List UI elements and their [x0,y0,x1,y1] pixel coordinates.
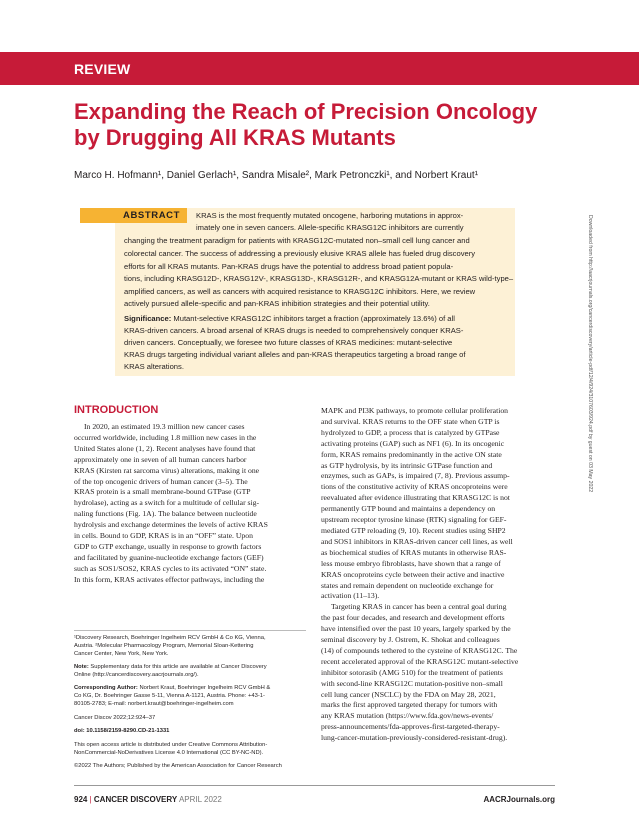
body-line: form, KRAS remains predominantly in the active ON state [321,449,502,459]
significance-line: KRAS drugs targeting individual variant alleles and pan-KRAS therapeutics targeting a broad range of [124,350,466,359]
page-footer [74,795,222,804]
body-line: and facilitated by guanine-nucleotide exchange factors (GEF) [74,552,264,562]
corresponding-author-text: Norbert Kraut, Boehringer Ingelheim RCV GmbH & [137,685,271,691]
body-line: hydrolase), acting as a switch for a multitude of cellular sig- [74,498,260,508]
body-line: mediated GTP reloading (9, 10). Recent studies using SHP2 [321,525,506,535]
body-line: KRAS (Kirsten rat sarcoma virus) alterations, making it one [74,465,260,475]
body-line: KRAS protein is a small membrane-bound GTPase (GTP [74,487,251,497]
body-line: marks the first approved targeted therapy for tumors with [321,700,498,710]
body-line: and SOS1 inhibitors in KRAS-driven cancer cell lines, as well [321,536,513,546]
abstract-line: amplified cancers, as well as cancers with acquired resistance to KRASG12C inhibitors. Here, we review [124,287,476,296]
body-line: hydrolysis and exchange determines the levels of active KRAS [74,520,268,530]
abstract-line: efforts for all KRAS mutants. Pan-KRAS drugs have the potential to address broad patient popula- [124,262,454,271]
body-line: In this form, KRAS activates effector pathways, including the [74,574,265,584]
affiliation-line: Austria. ²Molecular Pharmacology Program, Memorial Sloan-Kettering [74,643,254,649]
abstract-line: tions, including KRASG12D-, KRASG12V-, KRASG13D-, KRASG12R-, and KRASG12A-mutant or KRAS wild-type– [124,274,514,283]
body-line: lung-cancer-mutation-previously-considered-resistant-drug). [321,733,508,743]
introduction-heading: INTRODUCTION [74,404,159,416]
note-line[interactable] [74,671,199,680]
doi-label: doi: [74,728,85,734]
body-line: inhibitor sotorasib (AMG 510) for the treatment of patients [321,667,503,677]
body-line: have intensified over the past 10 years, largely sparked by the [321,624,511,634]
significance-line: KRAS alterations. [124,362,184,371]
journal-name: CANCER DISCOVERY [93,795,178,804]
introduction-left-column [74,422,306,586]
note-link[interactable]: Online (http://cancerdiscovery.aacrjournals.org/). [74,672,199,678]
doi-value[interactable]: 10.1158/2159-8290.CD-21-1331 [84,728,170,734]
body-line: press-announcements/fda-approves-first-targeted-therapy- [321,722,500,732]
corresponding-author-label: Corresponding Author: [74,685,138,691]
body-line: as GTP hydrolysis, by its intrinsic GTPase function and [321,460,493,470]
body-line: upstream receptor tyrosine kinase (RTK) signaling for GEF- [321,515,507,525]
abstract-line: colorectal cancer. The success of addressing a previously elusive KRAS allele has fueled drug discovery [124,249,476,258]
body-line: activating proteins (GAP) such as NF1 (6). In its oncogenic [321,438,505,448]
body-line: Targeting KRAS in cancer has been a central goal during [331,602,507,612]
body-line: tions of the constitutive activity of KRAS oncoproteins were [321,482,508,492]
affiliation-line: Cancer Center, New York, New York. [74,651,169,657]
doi-line[interactable] [74,727,169,736]
body-line: of the top oncogenic drivers of human cancer (3–5). The [74,476,248,486]
footer-separator: | [89,795,94,804]
body-line: approximately one in seven of all human cancers harbor [74,454,247,464]
body-line: with second-line KRASG12C mutation-positive non–small [321,678,503,688]
body-line: naling functions (Fig. 1A). The balance between nucleotide [74,509,257,519]
body-line: MAPK and PI3K pathways, to promote cellular proliferation [321,406,509,415]
body-line: less mouse embryo fibroblasts, have shown that a range of [321,558,501,568]
body-line: reevaluated after evidence illustrating that KRASG12C is not [321,493,510,503]
download-watermark [586,215,596,585]
significance-line [124,313,455,325]
abstract-line: changing the treatment paradigm for patients with KRASG12C-mutated non–small cell lung cancer and [124,236,470,245]
note-label: Note: [74,664,89,670]
section-label: REVIEW [74,61,131,77]
page-number: 924 [74,795,88,804]
body-line: any KRAS mutation (https://www.fda.gov/news-events/ [321,711,494,721]
body-line: (14) of compounds tethered to the cysteine of KRASG12C. The [321,645,518,655]
body-line: and survival. KRAS returns to the OFF state when GTP is [321,416,500,426]
abstract-line: KRAS is the most frequently mutated oncogene, harboring mutations in approx- [196,211,464,220]
affiliation-line: ¹Discovery Research, Boehringer Ingelheim RCV GmbH & Co KG, Vienna, [74,635,266,641]
body-line: recent accelerated approval of the KRASG12C mutant-selective [321,656,519,666]
title-line-1: Expanding the Reach of Precision Oncology [74,99,538,124]
body-line: hydrolyzed to GDP, a process that is catalyzed by GTPase [321,427,500,437]
citation: Cancer Discov 2022;12:924–37 [74,715,156,721]
body-line: the past four decades, and research and development efforts [321,613,505,623]
article-title [74,99,574,151]
significance-label: Significance: [124,314,172,323]
body-line: KRAS oncoproteins cycle between their active and inactive [321,569,505,579]
footer-divider [74,785,555,786]
corresponding-author-email[interactable]: 80105-2783; E-mail: norbert.kraut@boehringer-ingelheim.com [74,701,234,707]
significance-line: driven cancers. Conceptually, we foresee two future classes of KRAS medicines: mutant-selective [124,338,453,347]
copyright: ©2022 The Authors; Published by the American Association for Cancer Research [74,763,282,769]
significance-text: Mutant-selective KRASG12C inhibitors target a fraction (approximately 13.6%) of all [173,314,455,323]
introduction-right-column [321,406,553,744]
download-watermark-text: Downloaded from http://aacrjournals.org/cancerdiscovery/article-pdf/12/4/924/3107603/924.pdf by guest on 03 May 2022 [587,215,593,493]
abstract-line: imately one in seven cancers. Allele-specific KRASG12C inhibitors are currently [196,223,464,232]
abstract-line: actively pursued allele-specific and pan-KRAS inhibition strategies and their potential utility. [124,299,430,308]
body-line: such as SOS1/SOS2, KRAS cycles to its activated “ON” state. [74,563,267,573]
body-line: as biochemical studies of KRAS mutants in otherwise RAS- [321,547,507,557]
body-line: states and remain dependent on nucleotide exchange for [321,580,494,590]
body-line: enzymes, such as GAPs, is impaired (7, 8). Previous assump- [321,471,510,481]
body-line: cell lung cancer (NSCLC) by the FDA on May 28, 2021, [321,689,496,699]
body-line: in cells. Bound to GDP, KRAS is in an “OFF” state. Upon [74,531,253,541]
title-line-2: by Drugging All KRAS Mutants [74,125,396,150]
body-line: seminal discovery by J. Ostrem, K. Shokat and colleagues [321,635,500,645]
author-list: Marco H. Hofmann¹, Daniel Gerlach¹, Sandra Misale², Mark Petronczki¹, and Norbert Kraut¹ [74,170,479,181]
license-line: NonCommercial-NoDerivatives License 4.0 International (CC BY-NC-ND). [74,750,264,756]
issue-date: APRIL 2022 [178,795,222,804]
body-line: occurred worldwide, including 1.8 million new cases in the [74,432,257,442]
license-line: This open access article is distributed under Creative Commons Attribution- [74,742,268,748]
significance-line: KRAS-driven cancers. A broad arsenal of KRAS drugs is needed to comprehensively conquer KRAS- [124,326,464,335]
note-text: Supplementary data for this article are available at Cancer Discovery [88,664,267,670]
body-line: GDP to GTP exchange, usually in response to growth factors [74,541,262,551]
footnote-divider [74,630,306,631]
body-line: activation (11–13). [321,591,380,601]
body-line: United States alone (1, 2). Recent analyses have found that [74,443,256,453]
journal-website[interactable]: AACRJournals.org [483,795,555,804]
corresponding-author-line: Co KG, Dr. Boehringer Gasse 5-11, Vienna A-1121, Austria. Phone: +43-1- [74,693,265,699]
abstract-tag [80,208,187,223]
body-line: permanently GTP bound and maintains a dependency on [321,504,496,514]
abstract-label: ABSTRACT [123,210,181,221]
body-line: In 2020, an estimated 19.3 million new cancer cases [84,422,245,431]
